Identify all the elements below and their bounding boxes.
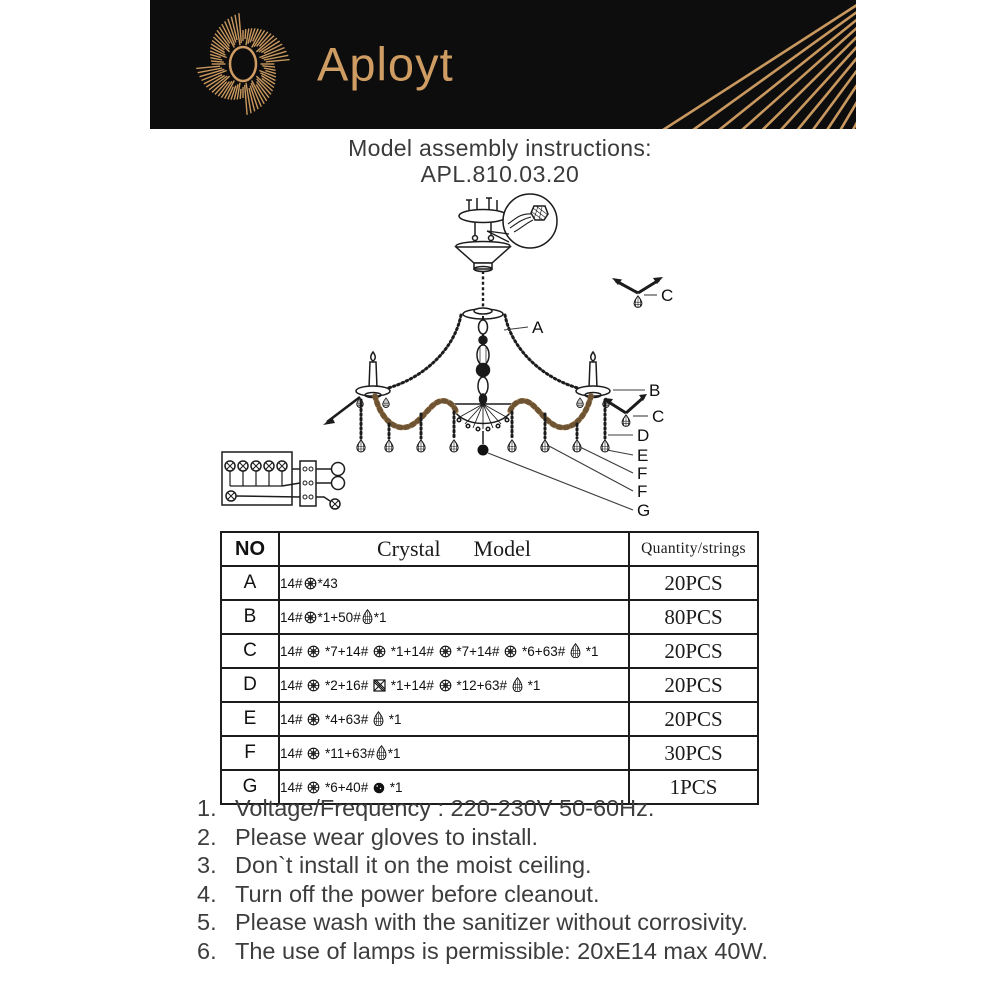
teardrop-crystal-icon	[362, 609, 373, 624]
row-model: 14# *43	[279, 566, 629, 600]
item-text: Voltage/Frequency : 220-230V 50-60Hz.	[235, 795, 655, 821]
attach-arrow-left	[323, 397, 360, 425]
row-qty: 20PCS	[629, 702, 758, 736]
col-header-no: NO	[221, 532, 279, 566]
wiring-diagram	[222, 452, 345, 509]
ball-icon	[373, 782, 385, 794]
item-number: 6.	[197, 937, 217, 964]
teardrop-crystal-icon	[376, 745, 387, 760]
table-row	[221, 702, 758, 736]
round-bead-icon	[307, 713, 320, 726]
table-header-row	[221, 532, 758, 566]
round-bead-icon	[439, 645, 452, 658]
round-bead-icon	[307, 645, 320, 658]
crystal-parts-table	[220, 531, 759, 805]
table-row	[221, 600, 758, 634]
c-connector-mid	[604, 394, 647, 426]
label-c-mid: C	[652, 407, 665, 426]
instructions-list	[197, 794, 877, 966]
row-no: E	[221, 702, 279, 736]
ceiling-canopy	[456, 242, 510, 272]
row-model: 14# *6+40# *1	[279, 770, 629, 804]
col-header-model: Crystal Model	[279, 532, 629, 566]
row-qty: 80PCS	[629, 600, 758, 634]
row-no: B	[221, 600, 279, 634]
instruction-item	[197, 823, 877, 852]
row-model: 14# *1+50# *1	[279, 600, 629, 634]
row-no: D	[221, 668, 279, 702]
table-row	[221, 634, 758, 668]
mounting-bracket	[459, 198, 507, 241]
row-no: A	[221, 566, 279, 600]
chandelier-diagram-svg	[150, 190, 850, 525]
c-connector-top	[612, 277, 663, 307]
round-bead-icon	[504, 645, 517, 658]
corner-rays-icon	[513, 0, 856, 129]
item-number: 1.	[197, 795, 217, 821]
item-number: 3.	[197, 852, 217, 879]
item-text: The use of lamps is permissible: 20xE14 max 40W.	[235, 937, 768, 964]
square-crystal-icon	[373, 679, 386, 692]
round-bead-icon	[307, 781, 320, 794]
col-header-qty: Quantity/strings	[629, 532, 758, 566]
page-title: Model assembly instructions:	[348, 135, 652, 161]
starburst-logo-icon	[196, 13, 289, 115]
item-number: 5.	[197, 909, 217, 936]
row-no: F	[221, 736, 279, 770]
logo-ring	[230, 47, 256, 81]
row-model: 14# *4+63# *1	[279, 702, 629, 736]
round-bead-icon	[304, 611, 317, 624]
item-text: Please wash with the sanitizer without corrosivity.	[235, 909, 748, 936]
row-model: 14# *11+63# *1	[279, 736, 629, 770]
row-qty: 20PCS	[629, 566, 758, 600]
item-text: Please wear gloves to install.	[235, 823, 539, 850]
table-row	[221, 566, 758, 600]
label-e: E	[637, 446, 649, 465]
instruction-item	[197, 794, 877, 823]
label-f1: F	[637, 464, 648, 483]
table-row	[221, 668, 758, 702]
row-no: C	[221, 634, 279, 668]
label-g: G	[637, 501, 651, 520]
bottom-dish	[452, 404, 514, 444]
round-bead-icon	[439, 679, 452, 692]
teardrop-crystal-icon	[570, 643, 581, 658]
instruction-item	[197, 937, 877, 966]
row-qty: 20PCS	[629, 634, 758, 668]
round-bead-icon	[307, 747, 320, 760]
row-qty: 30PCS	[629, 736, 758, 770]
row-qty: 1PCS	[629, 770, 758, 804]
ball-finial	[478, 445, 489, 456]
row-no: G	[221, 770, 279, 804]
chandelier-diagram	[150, 190, 850, 525]
table-row	[221, 736, 758, 770]
row-model: 14# *7+14# *1+14# *7+14# *6+63# *1	[279, 634, 629, 668]
instruction-item	[197, 880, 877, 909]
round-bead-icon	[373, 645, 386, 658]
round-bead-icon	[304, 577, 317, 590]
banner-decoration	[150, 0, 856, 129]
brand-banner	[150, 0, 856, 129]
label-d: D	[637, 426, 650, 445]
label-c-top: C	[661, 286, 674, 305]
item-number: 2.	[197, 823, 217, 850]
round-bead-icon	[307, 679, 320, 692]
item-text: Don`t install it on the moist ceiling.	[235, 852, 592, 879]
teardrop-crystal-icon	[373, 711, 384, 726]
brand-logo-text: Aployt	[317, 36, 454, 90]
item-number: 4.	[197, 880, 217, 907]
label-a: A	[532, 318, 544, 337]
label-b: B	[649, 381, 661, 400]
instruction-item	[197, 851, 877, 880]
teardrop-crystal-icon	[512, 677, 523, 692]
model-number: APL.810.03.20	[420, 161, 580, 187]
item-text: Turn off the power before cleanout.	[235, 880, 600, 907]
row-qty: 20PCS	[629, 668, 758, 702]
label-f2: F	[637, 482, 648, 501]
instruction-item	[197, 908, 877, 937]
row-model: 14# *2+16# *1+14# *12+63# *1	[279, 668, 629, 702]
crystal-column	[463, 308, 503, 404]
